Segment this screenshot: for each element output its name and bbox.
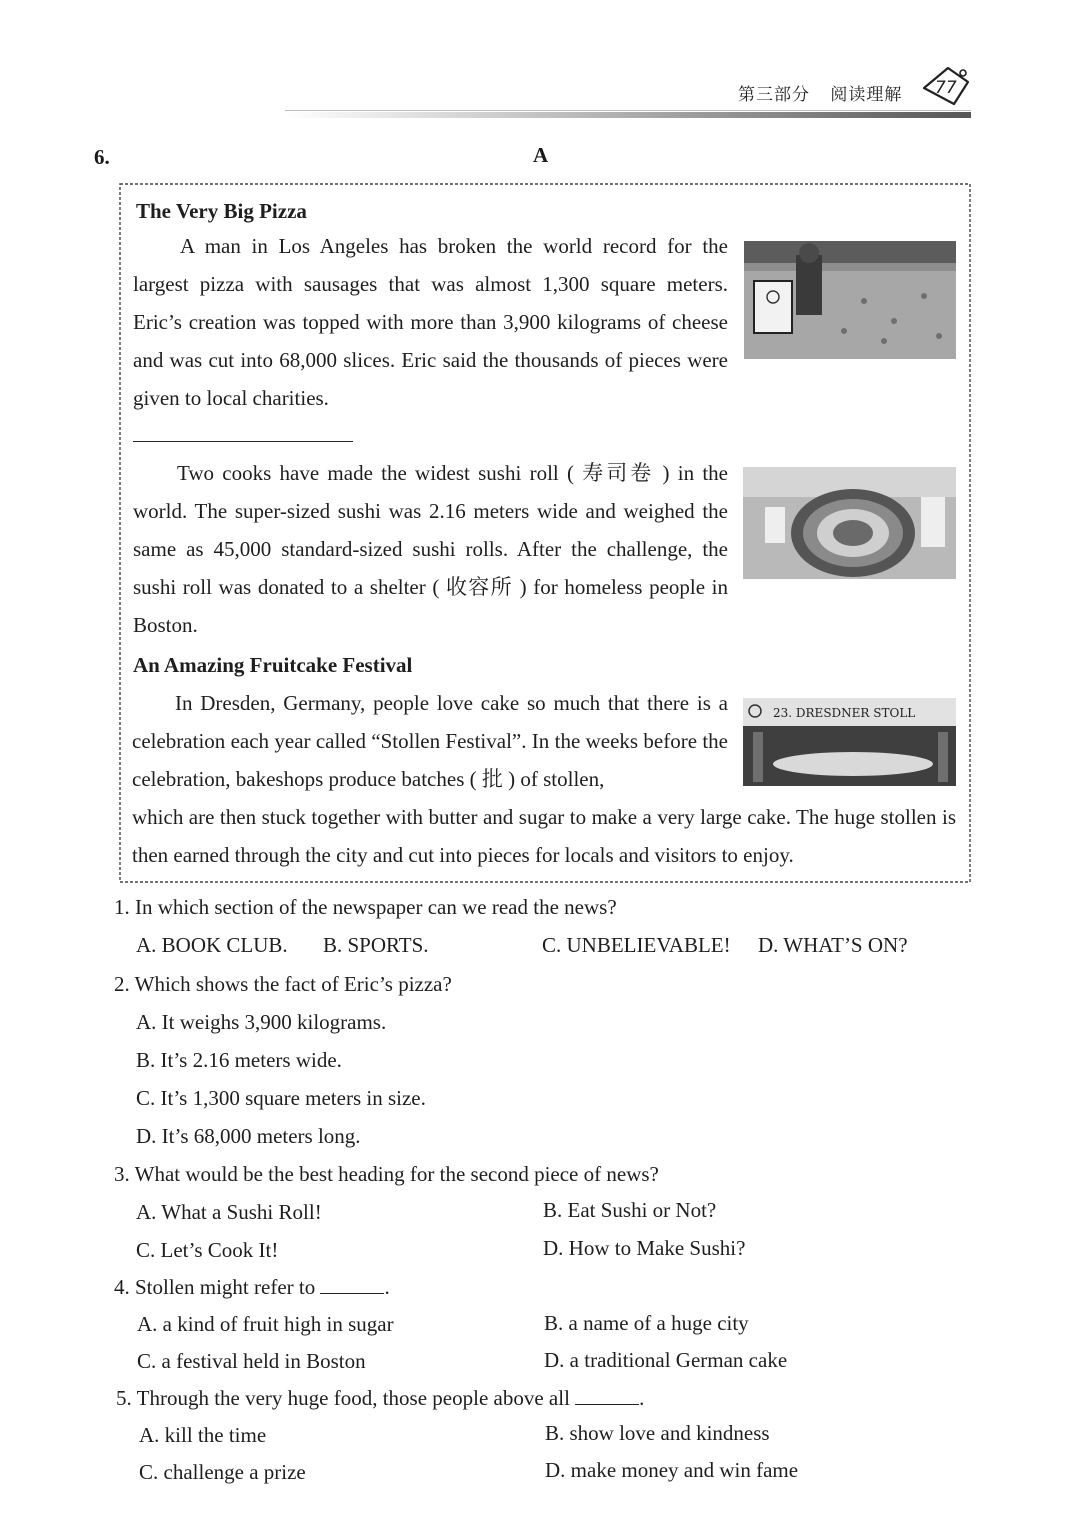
question-4-text: 4. Stollen might refer to	[114, 1275, 316, 1299]
stollen-heading: An Amazing Fruitcake Festival	[133, 653, 413, 677]
question-5-blank[interactable]	[575, 1386, 639, 1405]
part-label: A	[533, 143, 549, 167]
page-number: 77	[935, 78, 957, 98]
page-number-badge	[918, 64, 974, 108]
question-4-blank[interactable]	[320, 1275, 384, 1294]
q5-option-d[interactable]: D. make money and win fame	[545, 1458, 799, 1482]
pizza-heading: The Very Big Pizza	[136, 199, 307, 223]
q5-option-c[interactable]: C. challenge a prize	[139, 1460, 306, 1484]
stollen-photo	[743, 698, 956, 786]
q1-option-b[interactable]: B. SPORTS.	[323, 933, 429, 957]
exercise-number: 6.	[94, 145, 110, 169]
section-title: 阅读理解	[830, 85, 903, 105]
stollen-body-bottom: which are then stuck together with butter and sugar to make a very large cake. The huge stollen is then earned through the city and cut into pieces for locals and visitors to enjoy.	[132, 805, 956, 867]
header-rule	[285, 112, 971, 118]
q4-option-a[interactable]: A. a kind of fruit high in sugar	[137, 1312, 394, 1336]
header-rule-thin	[285, 110, 971, 111]
question-3-stem: 3. What would be the best heading for the second piece of news?	[114, 1162, 659, 1186]
stollen-body-top: In Dresden, Germany, people love cake so much that there is a celebration each year called “Stollen Festival”. In the weeks before the celebration, bakeshops produce batches ( 批 ) of stollen,	[132, 691, 728, 791]
sushi-body: Two cooks have made the widest sushi roll ( 寿司卷 ) in the world. The super-sized sushi was 2.16 meters wide and weighed the same as 45,000 standard-sized sushi rolls. After the challenge, the sushi roll was donated to a shelter ( 收容所 ) for homeless people in Boston.	[133, 461, 728, 637]
question-1-stem: 1. In which section of the newspaper can we read the news?	[114, 895, 617, 919]
question-4-stem	[114, 1268, 390, 1306]
q5-option-a[interactable]: A. kill the time	[139, 1423, 267, 1447]
section-label: 第三部分	[738, 85, 810, 105]
question-5-stem	[116, 1379, 644, 1417]
q3-option-d[interactable]: D. How to Make Sushi?	[543, 1236, 746, 1260]
question-5-text: 5. Through the very huge food, those people above all	[116, 1386, 570, 1410]
q3-option-a[interactable]: A. What a Sushi Roll!	[136, 1200, 322, 1224]
q1-option-c[interactable]: C. UNBELIEVABLE!	[542, 933, 731, 957]
missing-heading-line	[133, 441, 353, 442]
q4-option-c[interactable]: C. a festival held in Boston	[137, 1349, 366, 1373]
question-5-period: .	[639, 1386, 645, 1410]
question-2-stem: 2. Which shows the fact of Eric’s pizza?	[114, 972, 452, 996]
q1-option-d[interactable]: D. WHAT’S ON?	[758, 933, 908, 957]
q2-option-b[interactable]: B. It’s 2.16 meters wide.	[136, 1048, 342, 1072]
q2-option-a[interactable]: A. It weighs 3,900 kilograms.	[136, 1010, 387, 1034]
q3-option-b[interactable]: B. Eat Sushi or Not?	[543, 1198, 717, 1222]
q2-option-d[interactable]: D. It’s 68,000 meters long.	[136, 1124, 361, 1148]
stollen-sign-text: 23. DRESDNER STOLL	[773, 706, 916, 720]
q1-option-a[interactable]: A. BOOK CLUB.	[136, 933, 288, 957]
q4-option-b[interactable]: B. a name of a huge city	[544, 1311, 749, 1335]
article-box	[116, 180, 974, 886]
page-header	[738, 80, 916, 105]
question-4-period: .	[384, 1275, 390, 1299]
q4-option-d[interactable]: D. a traditional German cake	[544, 1348, 788, 1372]
q3-option-c[interactable]: C. Let’s Cook It!	[136, 1238, 279, 1262]
pizza-photo	[744, 241, 956, 359]
q2-option-c[interactable]: C. It’s 1,300 square meters in size.	[136, 1086, 426, 1110]
q5-option-b[interactable]: B. show love and kindness	[545, 1421, 770, 1445]
pizza-body: A man in Los Angeles has broken the world record for the largest pizza with sausages that was almost 1,300 square meters. Eric’s creation was topped with more than 3,900 kilograms of cheese and was cut into 68,000 slices. Eric said the thousands of pieces were given to local charities.	[133, 234, 728, 410]
sushi-photo	[743, 467, 956, 579]
